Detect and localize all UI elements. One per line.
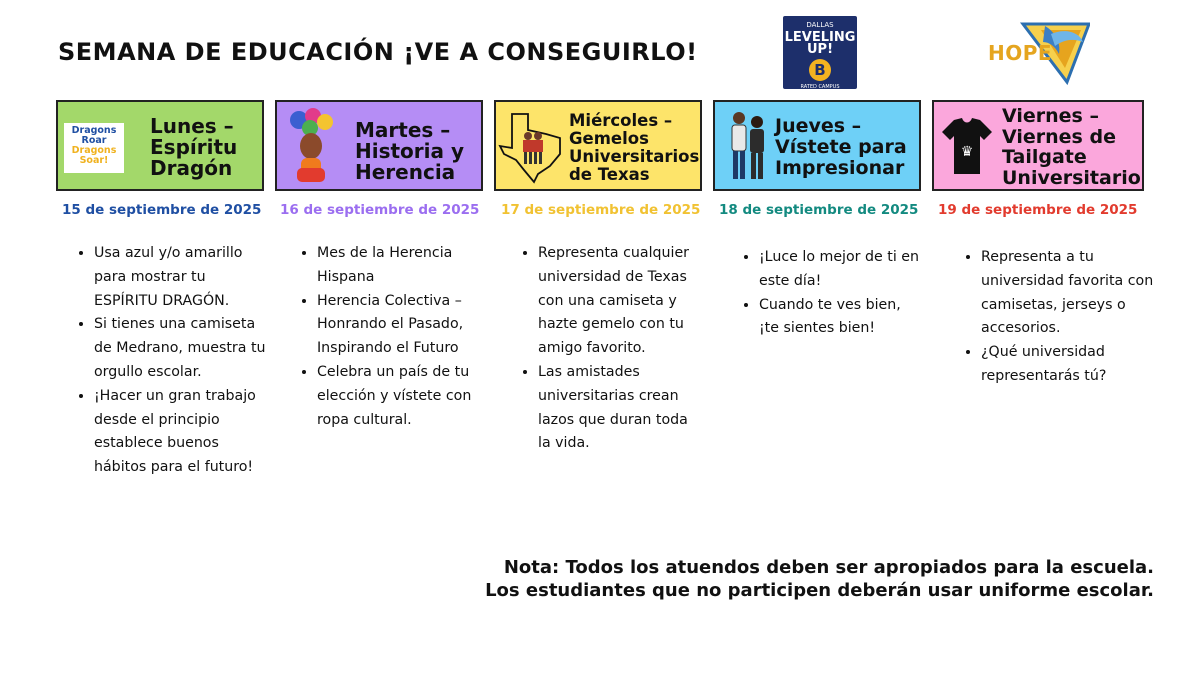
dressed-up-people-icon	[721, 108, 773, 186]
jersey-icon	[940, 116, 994, 176]
page-title: SEMANA DE EDUCACIÓN ¡VE A CONSEGUIRLO!	[58, 38, 698, 66]
day-card-tuesday	[275, 100, 483, 191]
list-item: • Cuando te ves bien, ¡te sientes bien!	[759, 294, 919, 342]
list-item: • Las amistades universitarias crean lazos que duran toda la vida.	[538, 361, 698, 456]
day-label-line: Vístete para	[775, 136, 907, 158]
list-item: • ¿Qué universidad representarás tú?	[981, 341, 1156, 389]
note-line-2: Los estudiantes que no participen deberán usar uniforme escolar.	[485, 580, 1154, 601]
day-label-line: Impresionar	[775, 157, 905, 179]
day-label-friday	[1002, 106, 1141, 188]
day-label-thursday	[775, 116, 907, 179]
date-friday: 19 de septiembre de 2025	[938, 202, 1138, 218]
list-item: • Usa azul y/o amarillo para mostrar tu ESPÍRITU DRAGÓN.	[94, 242, 269, 313]
day-label-line: Miércoles –	[569, 111, 673, 130]
list-item: • Si tienes una camiseta de Medrano, muestra tu orgullo escolar.	[94, 313, 269, 384]
day-label-line: Dragón	[150, 156, 233, 180]
date-wednesday: 17 de septiembre de 2025	[501, 202, 701, 218]
dragons-roar-line1: Dragons	[71, 125, 117, 136]
bullet-list-tuesday	[295, 242, 497, 432]
date-monday: 15 de septiembre de 2025	[62, 202, 262, 218]
leveling-logo-grade-badge: B	[809, 59, 831, 81]
date-tuesday: 16 de septiembre de 2025	[280, 202, 480, 218]
list-item: • ¡Luce lo mejor de ti en este día!	[759, 246, 919, 294]
day-label-line: Universitario	[1002, 166, 1141, 189]
day-label-tuesday	[355, 120, 464, 183]
bullet-list-thursday	[737, 246, 919, 341]
bullet-list-monday	[72, 242, 269, 480]
list-item: • Herencia Colectiva – Honrando el Pasado, Inspirando el Futuro	[317, 290, 497, 361]
day-label-line: Universitarios	[569, 147, 700, 166]
leveling-up-logo	[783, 16, 857, 89]
dragons-roar-line2: Roar	[81, 135, 107, 146]
day-label-line: Tailgate	[1002, 146, 1087, 168]
leveling-logo-top-text: DALLAS	[806, 21, 834, 29]
dragons-roar-line4: Soar!	[79, 155, 109, 166]
day-card-monday	[56, 100, 264, 191]
date-thursday: 18 de septiembre de 2025	[719, 202, 919, 218]
list-item: • Representa a tu universidad favorita con camisetas, jerseys o accesorios.	[981, 246, 1156, 341]
day-label-line: Historia y	[355, 139, 465, 163]
note-line-1: Nota: Todos los atuendos deben ser apropiados para la escuela.	[503, 557, 1154, 578]
dragons-roar-icon	[64, 123, 124, 173]
day-label-line: Lunes –	[150, 114, 234, 138]
day-label-line: Gemelos	[569, 129, 649, 148]
day-label-line: Martes –	[355, 118, 451, 142]
list-item: • Celebra un país de tu elección y vístete con ropa cultural.	[317, 361, 497, 432]
texas-map-icon	[498, 110, 564, 184]
dragons-roar-line3: Dragons	[71, 145, 117, 156]
leveling-logo-main-text: LEVELING UP!	[784, 30, 856, 57]
day-label-monday	[150, 116, 237, 179]
day-card-thursday	[713, 100, 921, 191]
day-label-line: Jueves –	[775, 115, 862, 137]
bullet-list-wednesday	[516, 242, 698, 456]
day-label-line: Viernes de	[1002, 125, 1116, 148]
day-label-line: Espíritu	[150, 135, 238, 159]
bullet-list-friday	[959, 246, 1156, 389]
day-card-friday	[932, 100, 1144, 191]
dress-code-note	[400, 556, 1154, 602]
leveling-logo-sub-text: RATED CAMPUS	[800, 84, 840, 89]
day-label-wednesday	[569, 112, 699, 184]
list-item: • ¡Hacer un gran trabajo desde el principio establece buenos hábitos para el futuro!	[94, 385, 269, 480]
day-label-line: Viernes –	[1002, 105, 1099, 127]
list-item: • Mes de la Herencia Hispana	[317, 242, 497, 290]
list-item: • Representa cualquier universidad de Texas con una camiseta y hazte gemelo con tu amigo favorito.	[538, 242, 698, 361]
hope-logo-text: HOPE	[988, 41, 1053, 65]
svg-text:♛: ♛	[960, 144, 974, 160]
day-card-wednesday	[494, 100, 702, 191]
day-label-line: de Texas	[569, 165, 650, 184]
day-label-line: Herencia	[355, 160, 456, 184]
carnival-woman-icon	[285, 108, 337, 186]
